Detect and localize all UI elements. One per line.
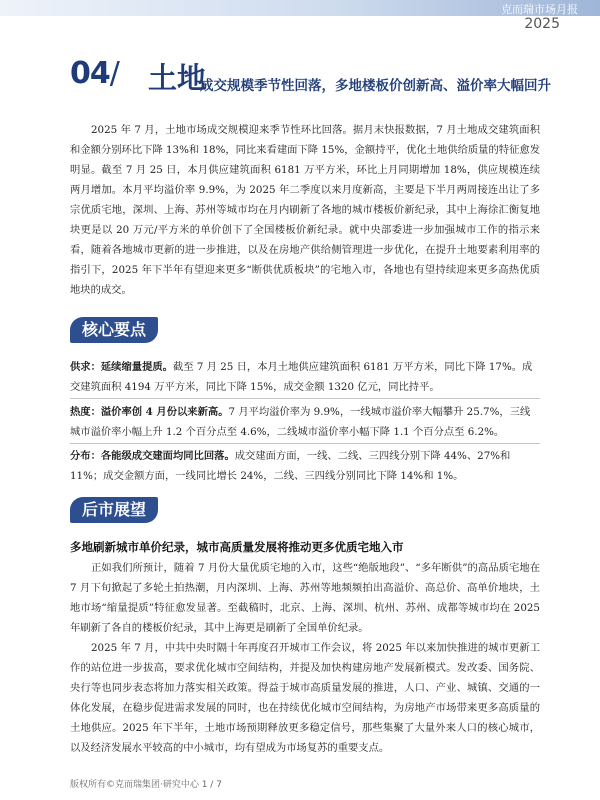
outlook-tag: 后市展望 <box>70 497 158 523</box>
key-point-distribution <box>70 446 540 486</box>
key-point-text: 截至 7 月 25 日，本月土地供应建筑面积 6181 万平方米，同比下降 17%。成交建筑面积 4194 万平方米，同比下降 15%，成交金额 1320 亿元，同比持平。 <box>70 361 533 393</box>
report-year: 2025 <box>524 16 560 32</box>
footer-copyright: 版权所有©克而瑞集团·研究中心 1 / 7 <box>70 780 222 790</box>
key-point-text: 7 月平均溢价率为 9.9%，一线城市溢价率大幅攀升 25.7%，三线城市溢价率小幅上升 1.2 个百分点至 4.6%，二线城市溢价率小幅下降 1.1 个百分点至 6.2%。 <box>70 406 531 438</box>
key-point-label: 热度：溢价率创 4 月份以来新高。 <box>70 406 229 418</box>
report-title: 克而瑞市场月报 <box>501 3 578 16</box>
key-point-label: 供求：延续缩量提质。 <box>70 361 173 373</box>
intro-paragraph: 2025 年 7 月，土地市场成交规模迎来季节性环比回落。据月末快报数据，7 月土地成交建筑面积和金额分别环比下降 13%和 18%，同比来看建面下降 15%，金额持平，优化土地供给质量的特征愈发明显。截至 7 月 25 日，本月供应建筑面积 6181 万平方米，环比上月同期增加 18%，供应规模连续两月增加。本月平均溢价率 9.9%，为 2025 年二季度以来月度新高，主要是下半月两周接连出让了多宗优质宅地，深圳、上海、苏州等城市均在月内刷新了各地的城市楼板价新纪录，其中上海徐汇衡复地块更是以 20 万元/平方米的单价创下了全国楼板价新纪录。就中央部委进一步加强城市工作的指示来看，随着各地城市更新的进一步推进，以及在房地产供给侧管理进一步优化，在提升土地要素利用率的指引下，2025 年下半年有望迎来更多“断供优质板块”的宅地入市，各地也有望持续迎来更多高热优质地块的成交。 <box>70 124 540 296</box>
section-title: 土地 <box>148 61 207 95</box>
section-header <box>70 56 580 100</box>
key-point-supply <box>70 357 540 397</box>
divider <box>70 398 540 399</box>
key-point-text: 成交建面方面，一线、二线、三四线分别下降 44%、27%和 11%；成交金额方面，一线同比增长 24%，二线、三四线分别同比下降 14%和 1%。 <box>70 450 511 482</box>
key-points-tag: 核心要点 <box>70 317 158 343</box>
outlook-headline: 多地刷新城市单价纪录，城市高质量发展将推动更多优质宅地入市 <box>70 540 404 554</box>
key-point-label: 分布：各能级成交建面均同比回落。 <box>70 450 235 462</box>
header-band <box>0 0 600 16</box>
section-number: 04/ <box>70 56 119 91</box>
outlook-paragraph-2: 2025 年 7 月，中共中央时隔十年再度召开城市工作会议，将 2025 年以来加快推进的城市更新工作的站位进一步拔高，要求优化城市空间结构，并提及加快构建房地产发展新模式。发改委、国务院、央行等也同步表态将加力落实相关政策。得益于城市高质量发展的推进，人口、产业、城镇、交通的一体化发展，在稳步促进需求发展的同时，也在持续优化城市空间结构，为房地产市场带来更多高质量的土地供应。2025 年下半年，土地市场预期释放更多稳定信号，那些集聚了大量外来人口的核心城市，以及经济发展水平较高的中小城市，均有望成为市场复苏的重要支点。 <box>70 642 540 754</box>
outlook-paragraph-1: 正如我们所预计，随着 7 月份大量优质宅地的入市，这些“绝版地段”、“多年断供”的高品质宅地在 7 月下旬掀起了多轮土拍热潮，月内深圳、上海、苏州等地频频拍出高溢价、高总价、高单价地块，土地市场“缩量提质”特征愈发显著。至截稿时，北京、上海、深圳、杭州、苏州、成都等城市均在 2025 年刷新了各自的楼板价纪录，其中上海更是刷新了全国单价纪录。 <box>70 562 540 634</box>
key-point-heat <box>70 402 540 442</box>
divider <box>70 443 540 444</box>
section-subtitle: 成交规模季节性回落，多地楼板价创新高、溢价率大幅回升 <box>200 78 551 94</box>
